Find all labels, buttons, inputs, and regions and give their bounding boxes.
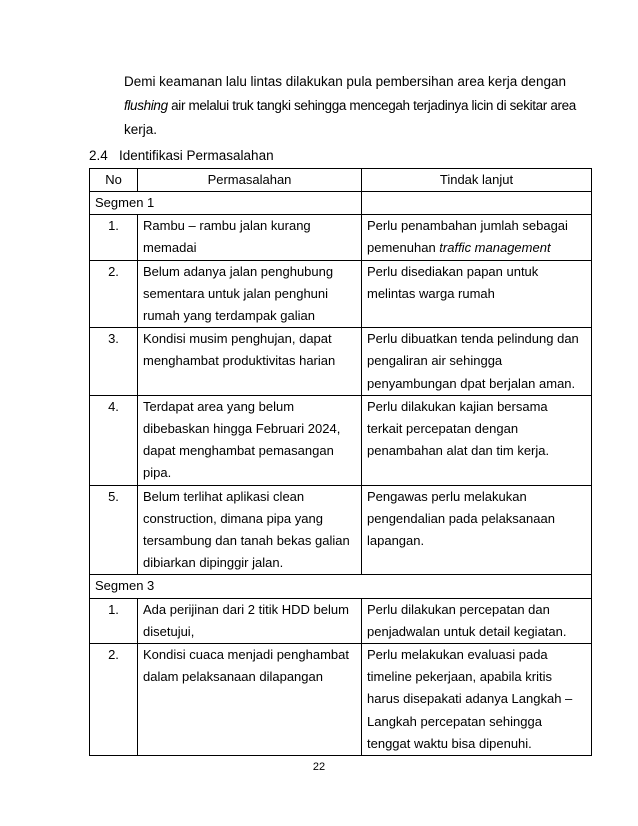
- row-action: Pengawas perlu melakukan pengendalian pada pelaksanaan lapangan.: [362, 485, 592, 575]
- segment-row: [90, 192, 592, 215]
- table-row: [90, 644, 592, 756]
- intro-word: pula: [346, 74, 372, 89]
- row-issue: Rambu – rambu jalan kurang memadai: [138, 215, 362, 260]
- section-title: Identifikasi Permasalahan: [119, 148, 274, 163]
- intro-word: pembersihan: [375, 74, 454, 89]
- intro-word: area: [457, 74, 485, 89]
- page-number: 22: [312, 761, 326, 773]
- row-issue: Belum terlihat aplikasi clean construction, dimana pipa yang tersambung dan tanah bekas galian dibiarkan dipinggir jalan.: [138, 485, 362, 575]
- row-number: 2.: [90, 644, 138, 756]
- intro-word: Demi: [124, 74, 156, 89]
- intro-italic-term: flushing: [124, 98, 168, 113]
- row-action: Perlu dibuatkan tenda pelindung dan pengaliran air sehingga penyambungan dpat berjalan aman.: [362, 328, 592, 396]
- intro-word: lintas: [250, 74, 283, 89]
- header-issue: Permasalahan: [138, 169, 362, 192]
- section-number: 2.4: [89, 148, 108, 163]
- segment-label: Segmen 3: [90, 575, 592, 598]
- table-row: [90, 215, 592, 260]
- header-no: No: [90, 169, 138, 192]
- table-row: [90, 395, 592, 485]
- row-action: Perlu disediakan papan untuk melintas warga rumah: [362, 260, 592, 328]
- table-header-row: [90, 169, 592, 192]
- row-action: Perlu dilakukan percepatan dan penjadwalan untuk detail kegiatan.: [362, 598, 592, 643]
- intro-paragraph: [124, 70, 576, 142]
- table-row: [90, 598, 592, 643]
- section-heading: [89, 146, 274, 166]
- row-number: 5.: [90, 485, 138, 575]
- intro-line-1: [124, 70, 566, 94]
- row-number: 4.: [90, 395, 138, 485]
- segment-row: [90, 575, 592, 598]
- issues-table: [89, 168, 592, 756]
- row-action-italic: traffic management: [439, 240, 551, 256]
- intro-word: lalu: [225, 74, 247, 89]
- table-row: [90, 260, 592, 328]
- row-number: 3.: [90, 328, 138, 396]
- row-issue: Ada perijinan dari 2 titik HDD belum disetujui,: [138, 598, 362, 643]
- intro-word: dilakukan: [285, 74, 343, 89]
- row-issue: Kondisi musim penghujan, dapat menghambat produktivitas harian: [138, 328, 362, 396]
- row-number: 2.: [90, 260, 138, 328]
- header-action: Tindak lanjut: [362, 169, 592, 192]
- row-issue: Kondisi cuaca menjadi penghambat dalam pelaksanaan dilapangan: [138, 644, 362, 756]
- intro-line-2: [124, 94, 576, 118]
- row-number: 1.: [90, 215, 138, 260]
- row-issue: Belum adanya jalan penghubung sementara untuk jalan penghuni rumah yang terdampak galian: [138, 260, 362, 328]
- row-number: 1.: [90, 598, 138, 643]
- row-action-text: Perlu penambahan jumlah sebagai pemenuhan: [367, 218, 568, 256]
- row-action: Perlu dilakukan kajian bersama terkait percepatan dengan penambahan alat dan tim kerja.: [362, 395, 592, 485]
- intro-word: kerja: [488, 74, 518, 89]
- intro-line-3: kerja.: [124, 122, 158, 137]
- row-issue: Terdapat area yang belum dibebaskan hingga Februari 2024, dapat menghambat pemasangan pipa.: [138, 395, 362, 485]
- table-row: [90, 485, 592, 575]
- segment-label: Segmen 1: [90, 192, 362, 215]
- intro-word: dengan: [520, 74, 566, 89]
- row-action: Perlu melakukan evaluasi pada timeline pekerjaan, apabila kritis harus disepakati adanya Langkah – Langkah percepatan sehingga tenggat waktu bisa dipenuhi.: [362, 644, 592, 756]
- intro-line-2-text: air melalui truk tangki sehingga mencegah terjadinya licin di sekitar area: [167, 98, 576, 113]
- row-action: [362, 215, 592, 260]
- segment-empty-cell: [362, 192, 592, 215]
- intro-word: keamanan: [159, 74, 223, 89]
- table-row: [90, 328, 592, 396]
